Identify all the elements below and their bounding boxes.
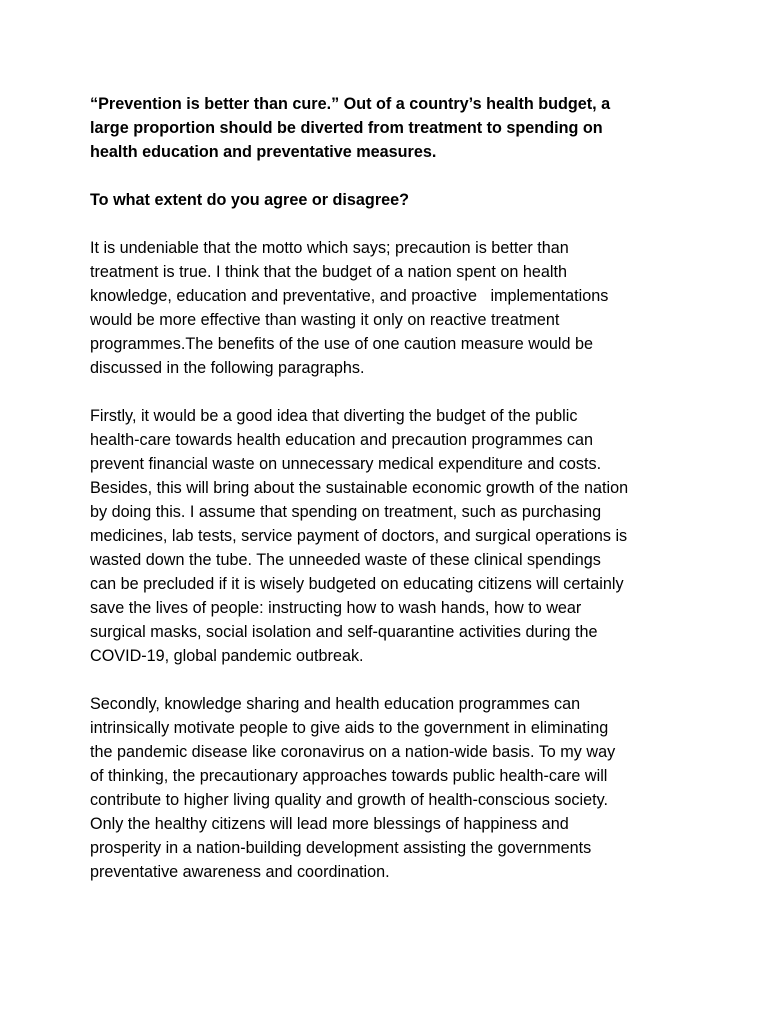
paragraph-line: COVID-19, global pandemic outbreak. [90, 647, 364, 665]
prompt-line: “Prevention is better than cure.” Out of a country’s health budget, a [90, 95, 611, 113]
essay-prompt [90, 92, 690, 164]
paragraph-line: preventative awareness and coordination. [90, 863, 390, 881]
paragraph-line: Besides, this will bring about the sustainable economic growth of the nation [90, 479, 629, 497]
paragraph-line: knowledge, education and preventative, and proactive implementations [90, 287, 609, 305]
paragraph-line: contribute to higher living quality and growth of health-conscious society. [90, 791, 608, 809]
paragraph-line: It is undeniable that the motto which says; precaution is better than [90, 239, 569, 257]
essay-question [90, 188, 690, 212]
prompt-line: large proportion should be diverted from treatment to spending on [90, 119, 603, 137]
paragraph-line: medicines, lab tests, service payment of doctors, and surgical operations is [90, 527, 628, 545]
paragraph-gap [90, 212, 690, 236]
paragraph-line: Only the healthy citizens will lead more blessings of happiness and [90, 815, 569, 833]
paragraph-gap [90, 380, 690, 404]
paragraph-line: can be precluded if it is wisely budgeted on educating citizens will certainly [90, 575, 624, 593]
question-line: To what extent do you agree or disagree? [90, 191, 410, 209]
paragraph-introduction [90, 236, 690, 380]
paragraph-line: treatment is true. I think that the budget of a nation spent on health [90, 263, 567, 281]
paragraph-line: Firstly, it would be a good idea that diverting the budget of the public [90, 407, 578, 425]
paragraph-line: programmes.The benefits of the use of one caution measure would be [90, 335, 594, 353]
paragraph-line: by doing this. I assume that spending on treatment, such as purchasing [90, 503, 602, 521]
paragraph-line: health-care towards health education and precaution programmes can [90, 431, 594, 449]
document-page [90, 92, 690, 884]
paragraph-line: the pandemic disease like coronavirus on a nation-wide basis. To my way [90, 743, 616, 761]
prompt-line: health education and preventative measures. [90, 143, 437, 161]
paragraph-secondly [90, 692, 690, 884]
paragraph-gap [90, 668, 690, 692]
paragraph-line: save the lives of people: instructing how to wash hands, how to wear [90, 599, 582, 617]
paragraph-firstly [90, 404, 690, 668]
paragraph-line: Secondly, knowledge sharing and health education programmes can [90, 695, 581, 713]
paragraph-line: would be more effective than wasting it only on reactive treatment [90, 311, 560, 329]
paragraph-line: prevent financial waste on unnecessary medical expenditure and costs. [90, 455, 602, 473]
paragraph-line: of thinking, the precautionary approaches towards public health-care will [90, 767, 608, 785]
paragraph-line: discussed in the following paragraphs. [90, 359, 365, 377]
paragraph-line: surgical masks, social isolation and self-quarantine activities during the [90, 623, 598, 641]
paragraph-line: intrinsically motivate people to give aids to the government in eliminating [90, 719, 609, 737]
paragraph-line: wasted down the tube. The unneeded waste of these clinical spendings [90, 551, 601, 569]
paragraph-gap [90, 164, 690, 188]
paragraph-line: prosperity in a nation-building development assisting the governments [90, 839, 592, 857]
